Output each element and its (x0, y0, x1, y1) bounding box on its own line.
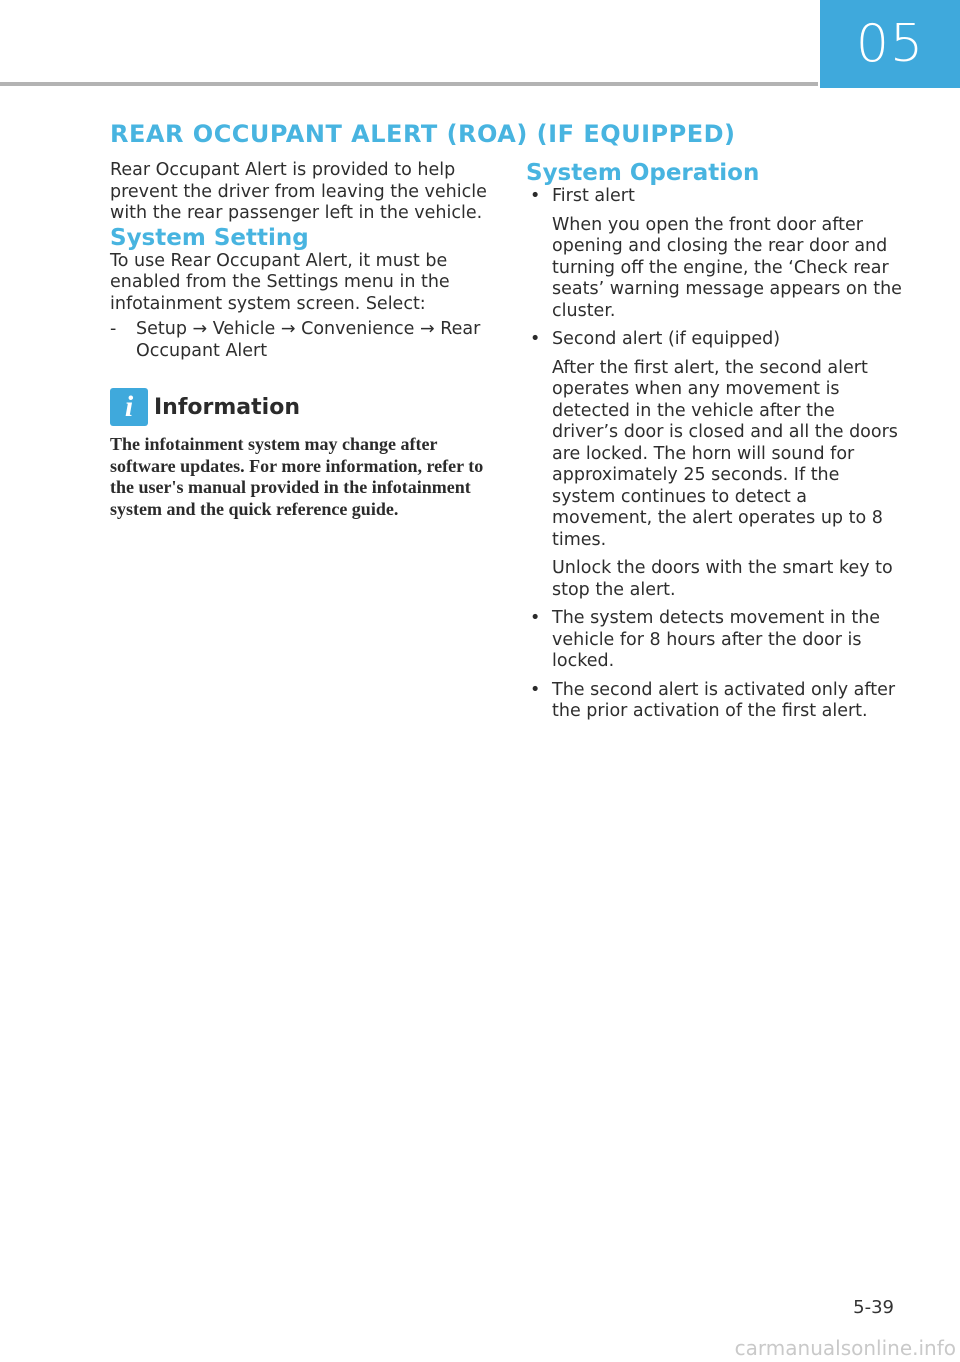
information-note (110, 388, 490, 520)
system-operation-heading: System Operation (526, 160, 760, 186)
operation-list-item (526, 680, 906, 723)
bullet-title: Second alert (if equipped) (552, 329, 781, 349)
system-setting-paragraph: To use Rear Occupant Alert, it must be enabled from the Settings menu in the infotainment system screen. Select: (110, 250, 450, 314)
bullet-paragraph: After the first alert, the second alert operates when any movement is detected in the vehicle after the driver’s door is closed and all the doors are locked. The horn will sound for approximately 25 seconds. If the system continues to detect a movement, the alert operates up to 8 times. (552, 357, 898, 550)
dash-marker: - (110, 319, 117, 339)
right-column (526, 160, 906, 730)
header-rule (0, 82, 818, 86)
bullet-paragraph: Unlock the doors with the smart key to stop the alert. (552, 558, 893, 600)
info-icon: i (110, 388, 148, 426)
left-column (110, 160, 490, 520)
bullet-title: The system detects movement in the vehicle for 8 hours after the door is locked. (552, 608, 881, 671)
information-label: Information (154, 394, 300, 420)
system-setting-heading: System Setting (110, 224, 309, 251)
information-header (110, 388, 490, 426)
operation-list-item (526, 608, 906, 673)
bullet-marker: • (530, 608, 541, 628)
operation-list (526, 186, 906, 723)
operation-list-item (526, 186, 906, 322)
settings-path-item (110, 319, 490, 362)
section-title: REAR OCCUPANT ALERT (ROA) (IF EQUIPPED) (110, 120, 736, 148)
bullet-marker: • (530, 679, 541, 700)
watermark: carmanualsonline.info (734, 1336, 956, 1360)
intro-paragraph: Rear Occupant Alert is provided to help prevent the driver from leaving the vehicle with the rear passenger left in the vehicle. (110, 160, 487, 223)
bullet-marker: • (530, 329, 541, 349)
operation-list-item (526, 329, 906, 601)
bullet-title: First alert (552, 186, 635, 206)
information-text: The infotainment system may change after software updates. For more information, refer to the user's manual provided in the infotainment system and the quick reference guide. (110, 434, 484, 519)
bullet-title: The second alert is activated only after the prior activation of the first alert. (552, 679, 896, 721)
bullet-paragraph: When you open the front door after opening and closing the rear door and turning off the engine, the ‘Check rear seats’ warning message appears on the cluster. (552, 214, 902, 321)
settings-path-text: Setup → Vehicle → Convenience → Rear Occupant Alert (136, 319, 481, 361)
bullet-marker: • (530, 186, 541, 206)
page-number: 5-39 (853, 1297, 894, 1318)
chapter-number: 05 (820, 0, 960, 88)
